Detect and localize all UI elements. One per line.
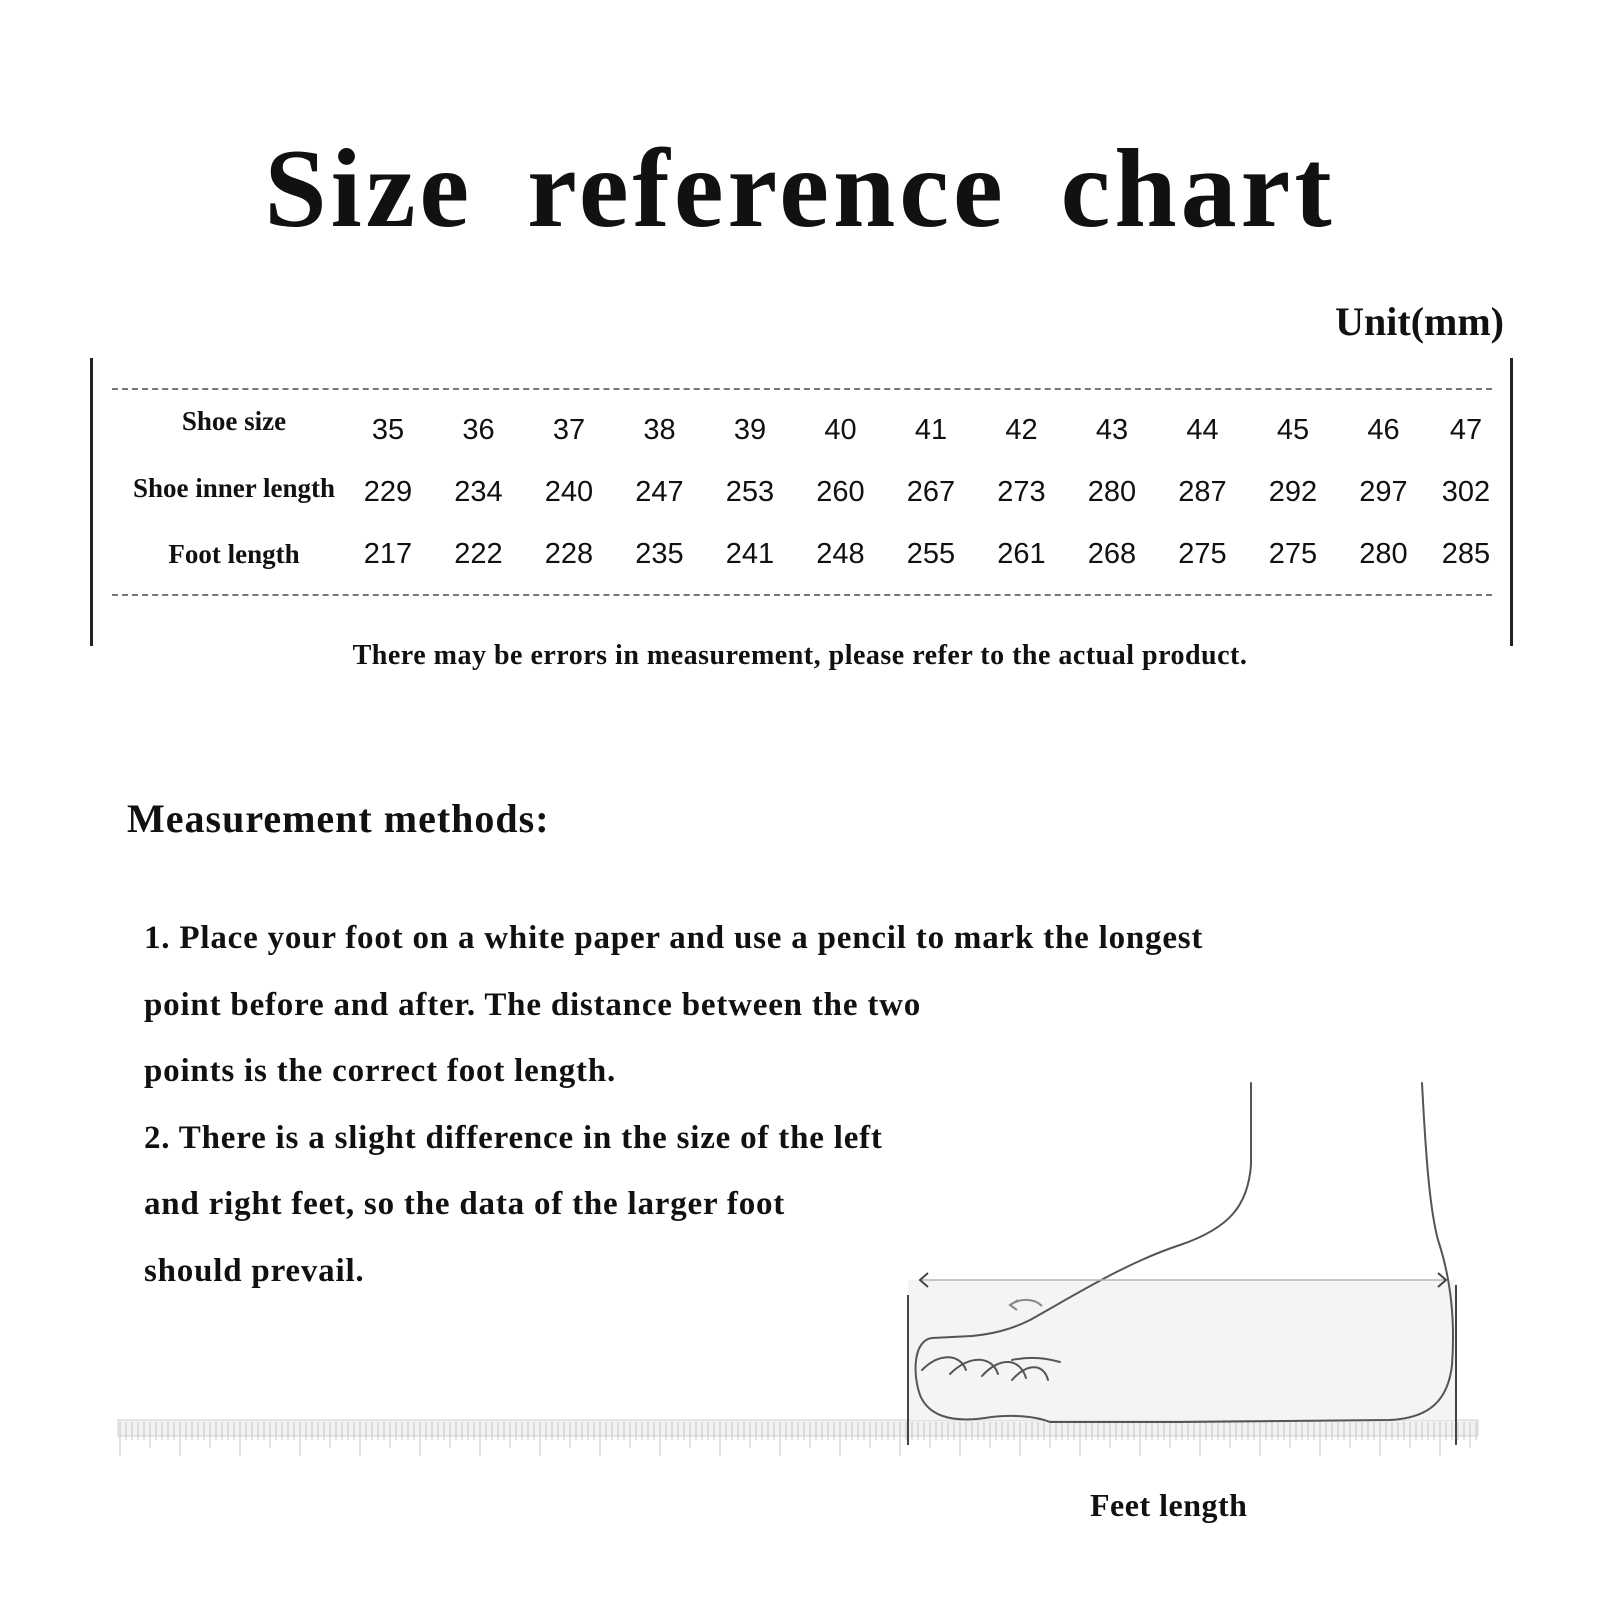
measurement-note: There may be errors in measurement, please refer to the actual product. <box>352 640 1248 671</box>
table-cell: 40 <box>824 414 857 446</box>
table-cell: 275 <box>1268 538 1318 570</box>
table-cell: 253 <box>725 476 775 508</box>
row-label-shoe-inner-length: Shoe inner length <box>132 473 336 503</box>
table-cell: 222 <box>454 538 503 570</box>
table-cell: 241 <box>725 538 775 570</box>
row-label-shoe-size: Shoe size <box>181 406 287 436</box>
table-cell: 255 <box>906 538 956 570</box>
table-cell: 247 <box>635 476 684 508</box>
table-cell: 261 <box>997 538 1046 570</box>
ruler-icon <box>118 1420 1478 1456</box>
table-cell: 302 <box>1441 476 1491 508</box>
table-cell: 267 <box>906 476 956 508</box>
table-cell: 234 <box>454 476 503 508</box>
method-line: and right feet, so the data of the larger foot <box>144 1186 786 1222</box>
method-line: should prevail. <box>144 1253 365 1289</box>
table-cell: 217 <box>363 538 413 570</box>
table-cell: 280 <box>1087 476 1137 508</box>
table-cell: 280 <box>1359 538 1408 570</box>
table-cell: 287 <box>1178 476 1227 508</box>
table-cell: 46 <box>1367 414 1400 446</box>
table-cell: 235 <box>635 538 684 570</box>
paper-sheet <box>908 1280 1456 1420</box>
method-line: points is the correct foot length. <box>144 1053 617 1089</box>
unit-label: Unit(mm) <box>1335 299 1504 344</box>
table-cell: 37 <box>552 414 586 446</box>
table-cell: 47 <box>1449 414 1483 446</box>
method-line: point before and after. The distance between the two <box>144 987 922 1023</box>
table-cell: 285 <box>1441 538 1491 570</box>
table-cell: 39 <box>733 414 767 446</box>
methods-heading: Measurement methods: <box>127 796 550 841</box>
table-cell: 248 <box>816 538 865 570</box>
table-cell: 260 <box>816 476 865 508</box>
table-cell: 35 <box>371 414 405 446</box>
method-line: 2. There is a slight difference in the size of the left <box>144 1120 883 1156</box>
table-cell: 275 <box>1178 538 1227 570</box>
table-cell: 43 <box>1095 414 1129 446</box>
table-cell: 36 <box>462 414 495 446</box>
table-cell: 45 <box>1276 414 1310 446</box>
table-cell: 38 <box>643 414 676 446</box>
table-cell: 268 <box>1087 538 1137 570</box>
table-cell: 229 <box>363 476 413 508</box>
row-label-foot-length: Foot length <box>168 539 300 569</box>
table-cell: 292 <box>1268 476 1318 508</box>
page-title: Size reference chart <box>264 127 1336 251</box>
feet-length-label: Feet length <box>1090 1487 1248 1523</box>
method-line: 1. Place your foot on a white paper and use a pencil to mark the longest <box>144 920 1204 956</box>
table-cell: 228 <box>544 538 594 570</box>
table-cell: 44 <box>1186 414 1219 446</box>
table-cell: 240 <box>544 476 594 508</box>
table-cell: 297 <box>1359 476 1408 508</box>
table-cell: 41 <box>914 414 948 446</box>
table-cell: 273 <box>997 476 1046 508</box>
table-cell: 42 <box>1005 414 1038 446</box>
